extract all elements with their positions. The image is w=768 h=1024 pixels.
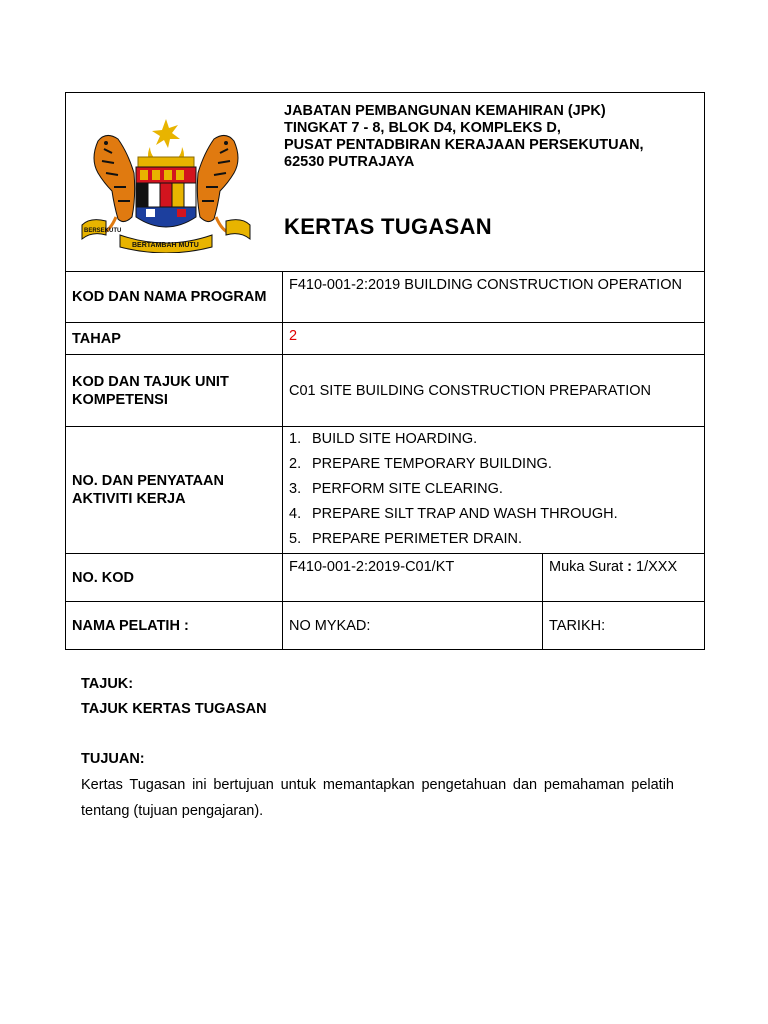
- agency-address: [284, 103, 644, 171]
- page-value: 1/XXX: [636, 559, 678, 575]
- mykad-label: NO MYKAD:: [283, 602, 543, 650]
- activities-label: NO. DAN PENYATAAN AKTIVITI KERJA: [66, 427, 283, 554]
- tahap-cell: [283, 323, 705, 355]
- cover-table: [65, 92, 705, 650]
- pelatih-label: NAMA PELATIH :: [66, 602, 283, 650]
- list-item: 2. PREPARE TEMPORARY BUILDING.: [289, 456, 552, 472]
- unit-label: KOD DAN TAJUK UNIT KOMPETENSI: [66, 355, 283, 427]
- document-title: KERTAS TUGASAN: [284, 214, 492, 239]
- tahap-label: TAHAP: [66, 323, 283, 355]
- agency-line: 62530 PUTRAJAYA: [284, 154, 415, 170]
- list-item: 4. PREPARE SILT TRAP AND WASH THROUGH.: [289, 506, 618, 522]
- agency-line: PUSAT PENTADBIRAN KERAJAAN PERSEKUTUAN,: [284, 137, 644, 153]
- agency-line: TINGKAT 7 - 8, BLOK D4, KOMPLEKS D,: [284, 120, 561, 136]
- program-value: F410-001-2:2019 BUILDING CONSTRUCTION OPERATION: [283, 272, 705, 323]
- tahap-value: 2: [289, 328, 298, 344]
- tujuan-section: [81, 747, 674, 824]
- list-item: 1. BUILD SITE HOARDING.: [289, 431, 478, 447]
- page-separator: :: [623, 559, 637, 575]
- kod-value: F410-001-2:2019-C01/KT: [283, 554, 543, 602]
- page-label: Muka Surat: [549, 559, 624, 575]
- kod-label: NO. KOD: [66, 554, 283, 602]
- coat-of-arms-logo: [76, 113, 256, 253]
- tajuk-section: [81, 672, 674, 722]
- tujuan-text: Kertas Tugasan ini bertujuan untuk memantapkan pengetahuan dan pemahaman pelatih tentang (tujuan pengajaran).: [81, 777, 674, 819]
- unit-value: C01 SITE BUILDING CONSTRUCTION PREPARATION: [283, 355, 705, 427]
- list-item: 5. PREPARE PERIMETER DRAIN.: [289, 531, 523, 547]
- header-cell: [66, 93, 705, 272]
- activities-cell: [283, 427, 705, 554]
- page-number-cell: [543, 554, 705, 602]
- crest-ribbon-left: BERSEKUTU: [84, 228, 122, 234]
- crest-ribbon-bottom: BERTAMBAH MUTU: [132, 242, 199, 249]
- activity-list: [289, 427, 698, 552]
- program-label: KOD DAN NAMA PROGRAM: [66, 272, 283, 323]
- tarikh-label: TARIKH:: [543, 602, 705, 650]
- tajuk-label: TAJUK:: [81, 676, 134, 692]
- agency-line: JABATAN PEMBANGUNAN KEMAHIRAN (JPK): [284, 103, 606, 119]
- tajuk-value: TAJUK KERTAS TUGASAN: [81, 701, 267, 717]
- tujuan-label: TUJUAN:: [81, 751, 145, 767]
- list-item: 3. PERFORM SITE CLEARING.: [289, 481, 503, 497]
